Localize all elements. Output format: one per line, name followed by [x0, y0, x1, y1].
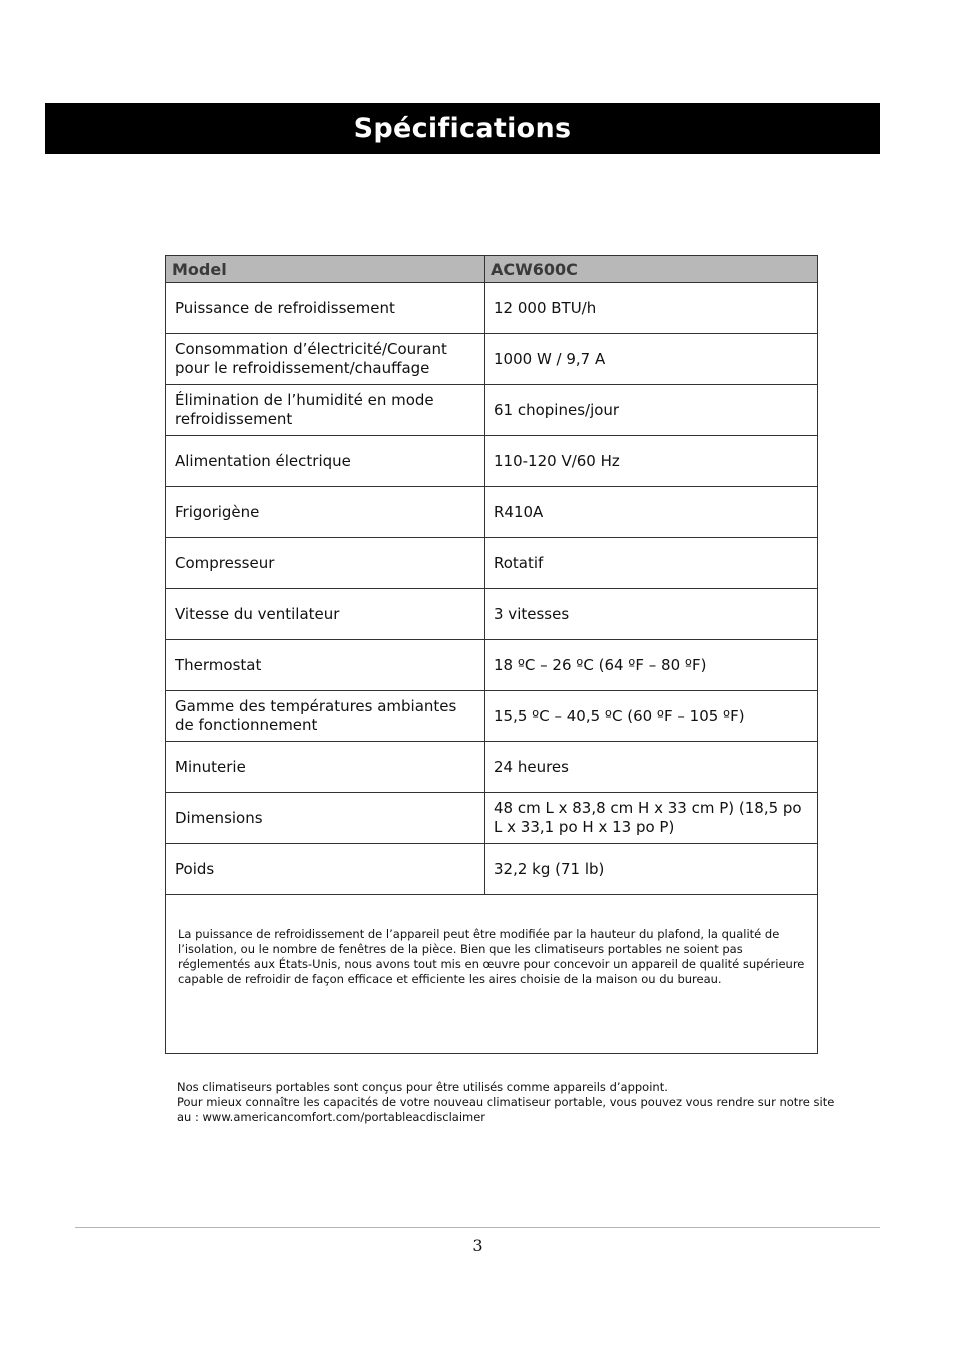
table-row [166, 436, 818, 487]
spec-label: Vitesse du ventilateur [166, 589, 485, 640]
spec-value: 110-120 V/60 Hz [485, 436, 818, 487]
disclaimer [177, 1080, 837, 1125]
table-row [166, 844, 818, 895]
page-title: Spécifications [353, 113, 572, 144]
table-row [166, 283, 818, 334]
table-row [166, 691, 818, 742]
spec-label: Thermostat [166, 640, 485, 691]
table-row [166, 334, 818, 385]
spec-label: Élimination de l’humidité en mode refroidissement [166, 385, 485, 436]
disclaimer-line: Nos climatiseurs portables sont conçus pour être utilisés comme appareils d’appoint. [177, 1080, 668, 1094]
spec-label: Poids [166, 844, 485, 895]
spec-value: 15,5 ºC – 40,5 ºC (60 ºF – 105 ºF) [485, 691, 818, 742]
spec-value: 3 vitesses [485, 589, 818, 640]
column-header-model: Model [166, 256, 485, 283]
spec-label: Puissance de refroidissement [166, 283, 485, 334]
spec-label: Consommation d’électricité/Courant pour le refroidissement/chauffage [166, 334, 485, 385]
spec-value: 32,2 kg (71 lb) [485, 844, 818, 895]
table-row [166, 589, 818, 640]
table-row [166, 487, 818, 538]
spec-label: Minuterie [166, 742, 485, 793]
spec-value: 48 cm L x 83,8 cm H x 33 cm P) (18,5 po L x 33,1 po H x 13 po P) [485, 793, 818, 844]
spec-value: 18 ºC – 26 ºC (64 ºF – 80 ºF) [485, 640, 818, 691]
spec-value: Rotatif [485, 538, 818, 589]
spec-value: 61 chopines/jour [485, 385, 818, 436]
cooling-capacity-note: La puissance de refroidissement de l’appareil peut être modifiée par la hauteur du plafond, la qualité de l’isolation, ou le nombre de fenêtres de la pièce. Bien que les climatiseurs portables ne soient pas réglementés aux États-Unis, nous avons tout mis en œuvre pour concevoir un appareil de qualité supérieure capable de refroidir de façon efficace et efficiente les aires choisie de la maison ou du bureau. [178, 927, 805, 986]
table-row [166, 793, 818, 844]
spec-label: Dimensions [166, 793, 485, 844]
column-header-model-number: ACW600C [485, 256, 818, 283]
specifications-table [165, 255, 818, 1054]
footer-divider [75, 1227, 880, 1228]
spec-value: 1000 W / 9,7 A [485, 334, 818, 385]
page-number: 3 [472, 1236, 483, 1255]
spec-value: 12 000 BTU/h [485, 283, 818, 334]
spec-label: Frigorigène [166, 487, 485, 538]
spec-value: 24 heures [485, 742, 818, 793]
title-bar [45, 103, 880, 154]
spec-label: Alimentation électrique [166, 436, 485, 487]
cooling-capacity-note-cell [166, 895, 818, 1054]
disclaimer-line: Pour mieux connaître les capacités de votre nouveau climatiseur portable, vous pouvez vous rendre sur notre site au : www.americancomfort.com/portableacdisclaimer [177, 1095, 835, 1124]
table-row [166, 640, 818, 691]
table-row [166, 385, 818, 436]
table-header-row [166, 256, 818, 283]
table-row [166, 742, 818, 793]
spec-value: R410A [485, 487, 818, 538]
table-note-row [166, 895, 818, 1054]
spec-label: Compresseur [166, 538, 485, 589]
spec-label: Gamme des températures ambiantes de fonctionnement [166, 691, 485, 742]
table-row [166, 538, 818, 589]
